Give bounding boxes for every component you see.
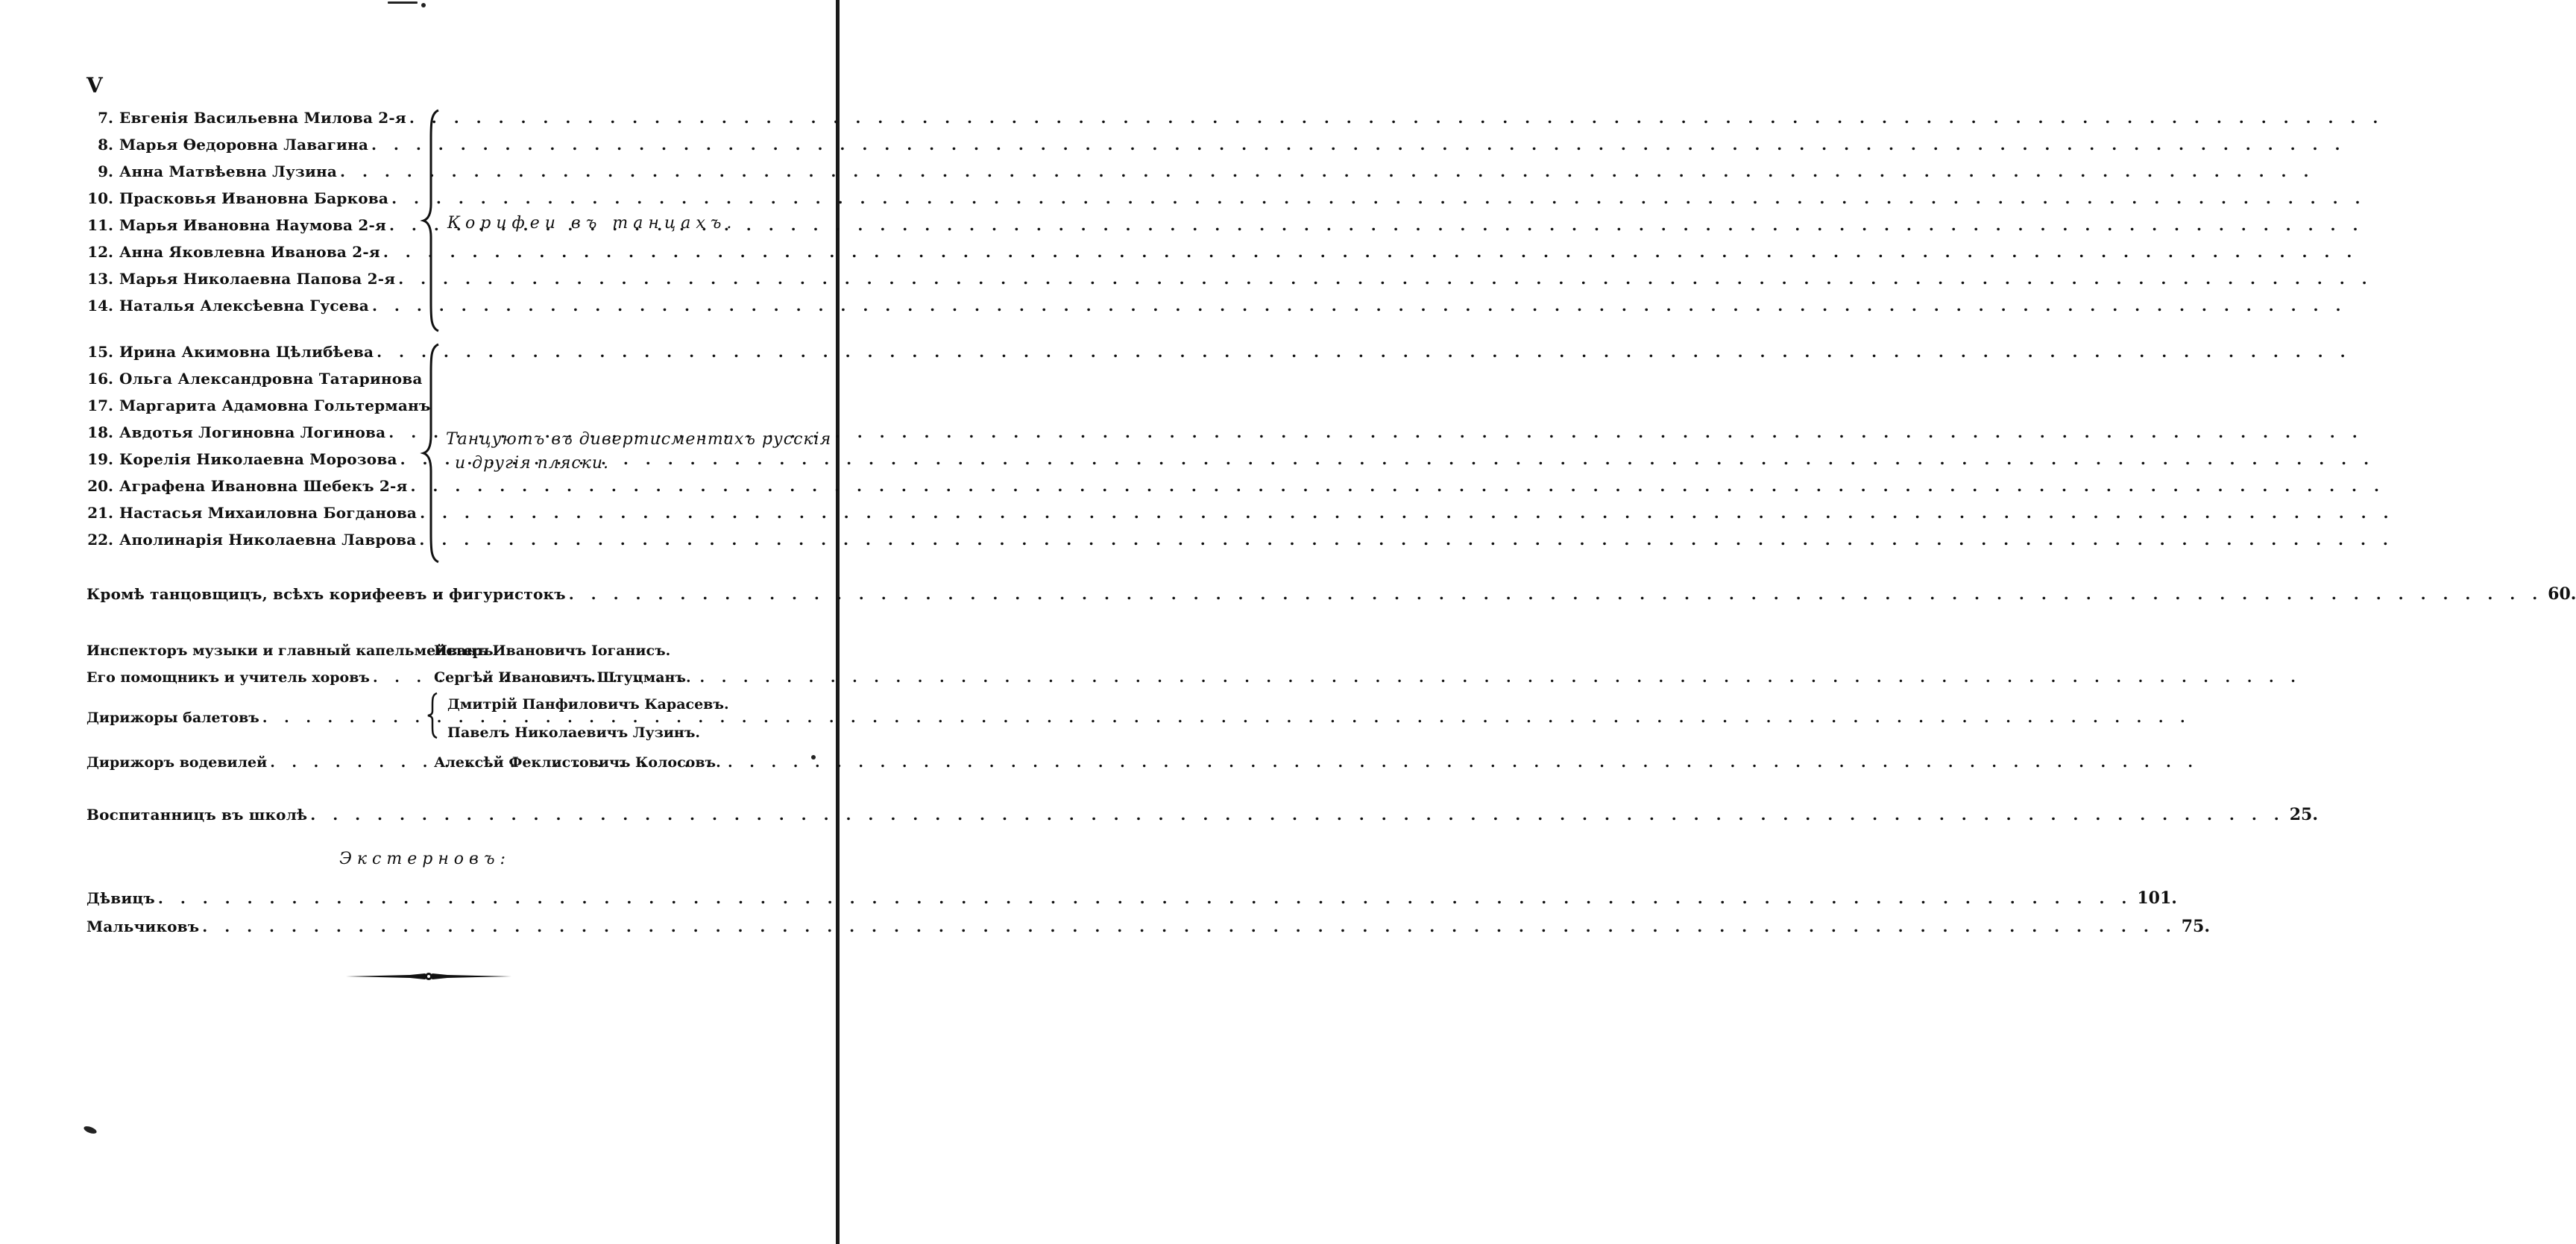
leader-dots (569, 585, 2543, 603)
ink-speck (388, 1, 418, 4)
staff-role (86, 642, 499, 659)
ornament-divider-icon (343, 969, 514, 984)
entry-name: Наталья Алексѣевна Гусева (119, 297, 369, 315)
entry-name: Корелія Николаевна Морозова (119, 450, 397, 468)
leader-dots (398, 270, 2372, 288)
entry-name: Марья Ѳедоровна Лавагина (119, 136, 368, 154)
leader-dots (419, 531, 2393, 549)
leader-dots (372, 297, 2346, 315)
section-mark: V (86, 73, 103, 98)
page-edge-rule (836, 0, 840, 1244)
summary-value: 60. (2548, 584, 2576, 604)
entry-number: 17. (87, 397, 113, 414)
entry-name: Марья Николаевна Папова 2-я (119, 270, 396, 288)
curly-brace-icon (422, 109, 444, 332)
externs-row (86, 917, 2210, 944)
entry-name: Авдотья Логиновна Логинова (119, 423, 386, 441)
staff-name: Павелъ Николаевичъ Лузинъ. (447, 724, 701, 741)
staff-name: Иванъ Ивановичъ Іоганисъ. (434, 642, 671, 659)
list-item (84, 109, 426, 136)
section-heading-externs: Экстерновъ: (339, 850, 511, 868)
entry-number: 13. (87, 270, 113, 288)
externs-value: 101. (2137, 888, 2177, 908)
staff-role-label: Инспекторъ музыки и главный капельмейстеръ. (86, 642, 499, 659)
list-item (84, 297, 426, 323)
leader-dots (409, 109, 2384, 127)
list-item (84, 189, 426, 216)
school-label: Воспитанницъ въ школѣ (86, 806, 308, 824)
group-label-coryphees: Корифеи въ танцахъ. (447, 214, 737, 233)
staff-role (86, 669, 419, 686)
leader-dots (340, 162, 2314, 180)
ink-speck (83, 1125, 98, 1135)
entry-name: Анна Яковлевна Иванова 2-я (119, 243, 380, 261)
list-item (84, 270, 426, 297)
staff-row (86, 724, 772, 751)
ink-speck (421, 3, 426, 7)
staff-name: Сергѣй Ивановичъ Штуцманъ. (434, 669, 691, 686)
list-item (84, 216, 426, 243)
externs-value: 75. (2181, 917, 2210, 936)
group-label-line: и другія пляски. (455, 454, 610, 473)
curly-brace-icon (422, 343, 444, 563)
leader-dots (391, 189, 2366, 207)
staff-name: Алексѣй Феклистовичъ Колосовъ. (434, 754, 721, 771)
leader-dots (383, 243, 2358, 261)
group-label-line: Танцуютъ въ дивертисментахъ русскія (446, 430, 832, 449)
entry-name: Настасья Михаиловна Богданова (119, 504, 418, 522)
list-item (84, 136, 426, 162)
leader-dots (158, 889, 2132, 907)
school-row (86, 805, 2318, 832)
externs-label: Мальчиковъ (86, 918, 200, 935)
leader-dots (310, 806, 2284, 824)
entry-number: 11. (87, 216, 113, 234)
entry-name: Марья Ивановна Наумова 2-я (119, 216, 386, 234)
externs-label: Дѣвицъ (86, 889, 155, 907)
entry-number: 15. (87, 343, 113, 361)
leader-dots (377, 343, 2351, 361)
group-label-divertissements (446, 428, 831, 476)
entry-number: 9. (98, 162, 113, 180)
summary-row (86, 584, 2576, 611)
entry-number: 20. (87, 477, 113, 495)
list-item (84, 423, 426, 450)
entry-name: Прасковья Ивановна Баркова (119, 189, 389, 207)
list-item (84, 477, 426, 504)
list-item (84, 343, 426, 370)
entry-number: 12. (87, 243, 113, 261)
list-item (84, 162, 426, 189)
list-item (84, 450, 426, 477)
leader-dots (202, 918, 2176, 935)
leader-dots (371, 136, 2346, 154)
staff-role-label: Дирижоръ водевилей (86, 754, 268, 771)
staff-role-label: Дирижоры балетовъ (86, 710, 259, 726)
entry-name: Ирина Акимовна Цѣлибѣева (119, 343, 374, 361)
entry-number: 16. (87, 370, 113, 388)
leader-dots (411, 477, 2385, 495)
list-item (84, 397, 431, 423)
staff-name: Дмитрій Панфиловичъ Карасевъ. (447, 696, 729, 713)
entry-number: 8. (98, 136, 113, 154)
externs-row (86, 888, 2177, 915)
entry-number: 10. (87, 189, 113, 207)
entry-number: 14. (87, 297, 113, 315)
staff-role (86, 754, 419, 771)
staff-row (86, 642, 772, 669)
leader-dots (420, 504, 2394, 522)
entry-name: Евгенія Васильевна Милова 2-я (119, 109, 406, 127)
entry-name: Аполинарія Николаевна Лаврова (119, 531, 417, 549)
list-item (84, 370, 426, 397)
entry-name: Анна Матвѣевна Лузина (119, 162, 338, 180)
summary-label: Кромѣ танцовщицъ, всѣхъ корифеевъ и фигуристокъ (86, 585, 566, 603)
list-item (84, 243, 426, 270)
entry-name: Аграфена Ивановна Шебекъ 2-я (119, 477, 408, 495)
staff-row (86, 754, 772, 781)
staff-role-label: Его помощникъ и учитель хоровъ (86, 669, 371, 686)
entry-name: Маргарита Адамовна Гольтерманъ (119, 397, 431, 414)
entry-number: 18. (87, 423, 113, 441)
entry-name: Ольга Александровна Татаринова (119, 370, 423, 388)
school-value: 25. (2289, 805, 2318, 824)
staff-row (86, 696, 772, 723)
entry-number: 7. (98, 109, 113, 127)
entry-number: 22. (87, 531, 113, 549)
list-item (84, 531, 426, 558)
entry-number: 21. (87, 504, 113, 522)
list-item (84, 504, 426, 531)
entry-number: 19. (87, 450, 113, 468)
